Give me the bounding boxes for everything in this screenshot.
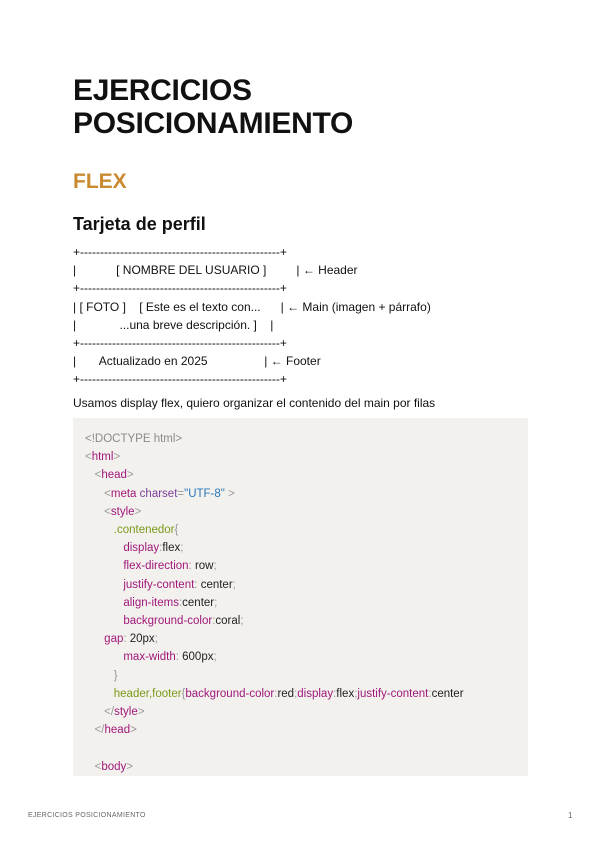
diagram-line: +--------------------------------------------------+ [73, 336, 287, 351]
diagram-line: | ...una breve descripción. ] | [73, 317, 274, 332]
document-title: EJERCICIOS POSICIONAMIENTO [73, 74, 353, 140]
code-line: gap: 20px; [104, 633, 158, 646]
code-line: <body> [94, 760, 133, 773]
subsection-heading: Tarjeta de perfil [73, 214, 206, 234]
code-line: </head> [94, 724, 137, 737]
section-heading-flex: FLEX [73, 170, 127, 193]
code-line: <!DOCTYPE html> [85, 433, 183, 445]
code-line: <head> [94, 469, 134, 482]
diagram-line: | [ NOMBRE DEL USUARIO ] | ← Header [73, 263, 358, 278]
code-line: header,footer{background-color:red;display:flex;justify-content:center [113, 687, 464, 700]
code-line: align-items:center; [123, 596, 218, 609]
code-line [85, 739, 464, 757]
page-number: 1 [568, 811, 573, 820]
code-block [73, 418, 528, 776]
code-line: <html> [85, 451, 121, 464]
footer-document-title: EJERCICIOS POSICIONAMIENTO [28, 812, 146, 819]
code-line: } [113, 669, 118, 682]
diagram-line: +--------------------------------------------------+ [73, 372, 287, 387]
code-line: .contenedor{ [113, 524, 179, 537]
code-line: background-color:coral; [123, 615, 244, 628]
diagram-line: +--------------------------------------------------+ [73, 245, 287, 259]
code-line: <style> [104, 505, 142, 518]
description-paragraph: Usamos display flex, quiero organizar el contenido del main por filas [73, 396, 436, 410]
diagram-line: +--------------------------------------------------+ [73, 281, 287, 296]
code-line: <meta charset="UTF-8" > [104, 487, 235, 500]
diagram-line: | [ FOTO ] [ Este es el texto con... | ← Main (imagen + párrafo) [73, 299, 431, 314]
code-line: max-width: 600px; [123, 651, 217, 664]
code-line: flex-direction: row; [123, 560, 217, 573]
code-line: display:flex; [123, 542, 184, 555]
diagram-line: | Actualizado en 2025 | ← Footer [73, 354, 321, 369]
code-line: </style> [104, 706, 145, 719]
ascii-layout-diagram [73, 243, 431, 389]
code-line: justify-content: center; [123, 578, 236, 591]
code-content [85, 430, 464, 776]
